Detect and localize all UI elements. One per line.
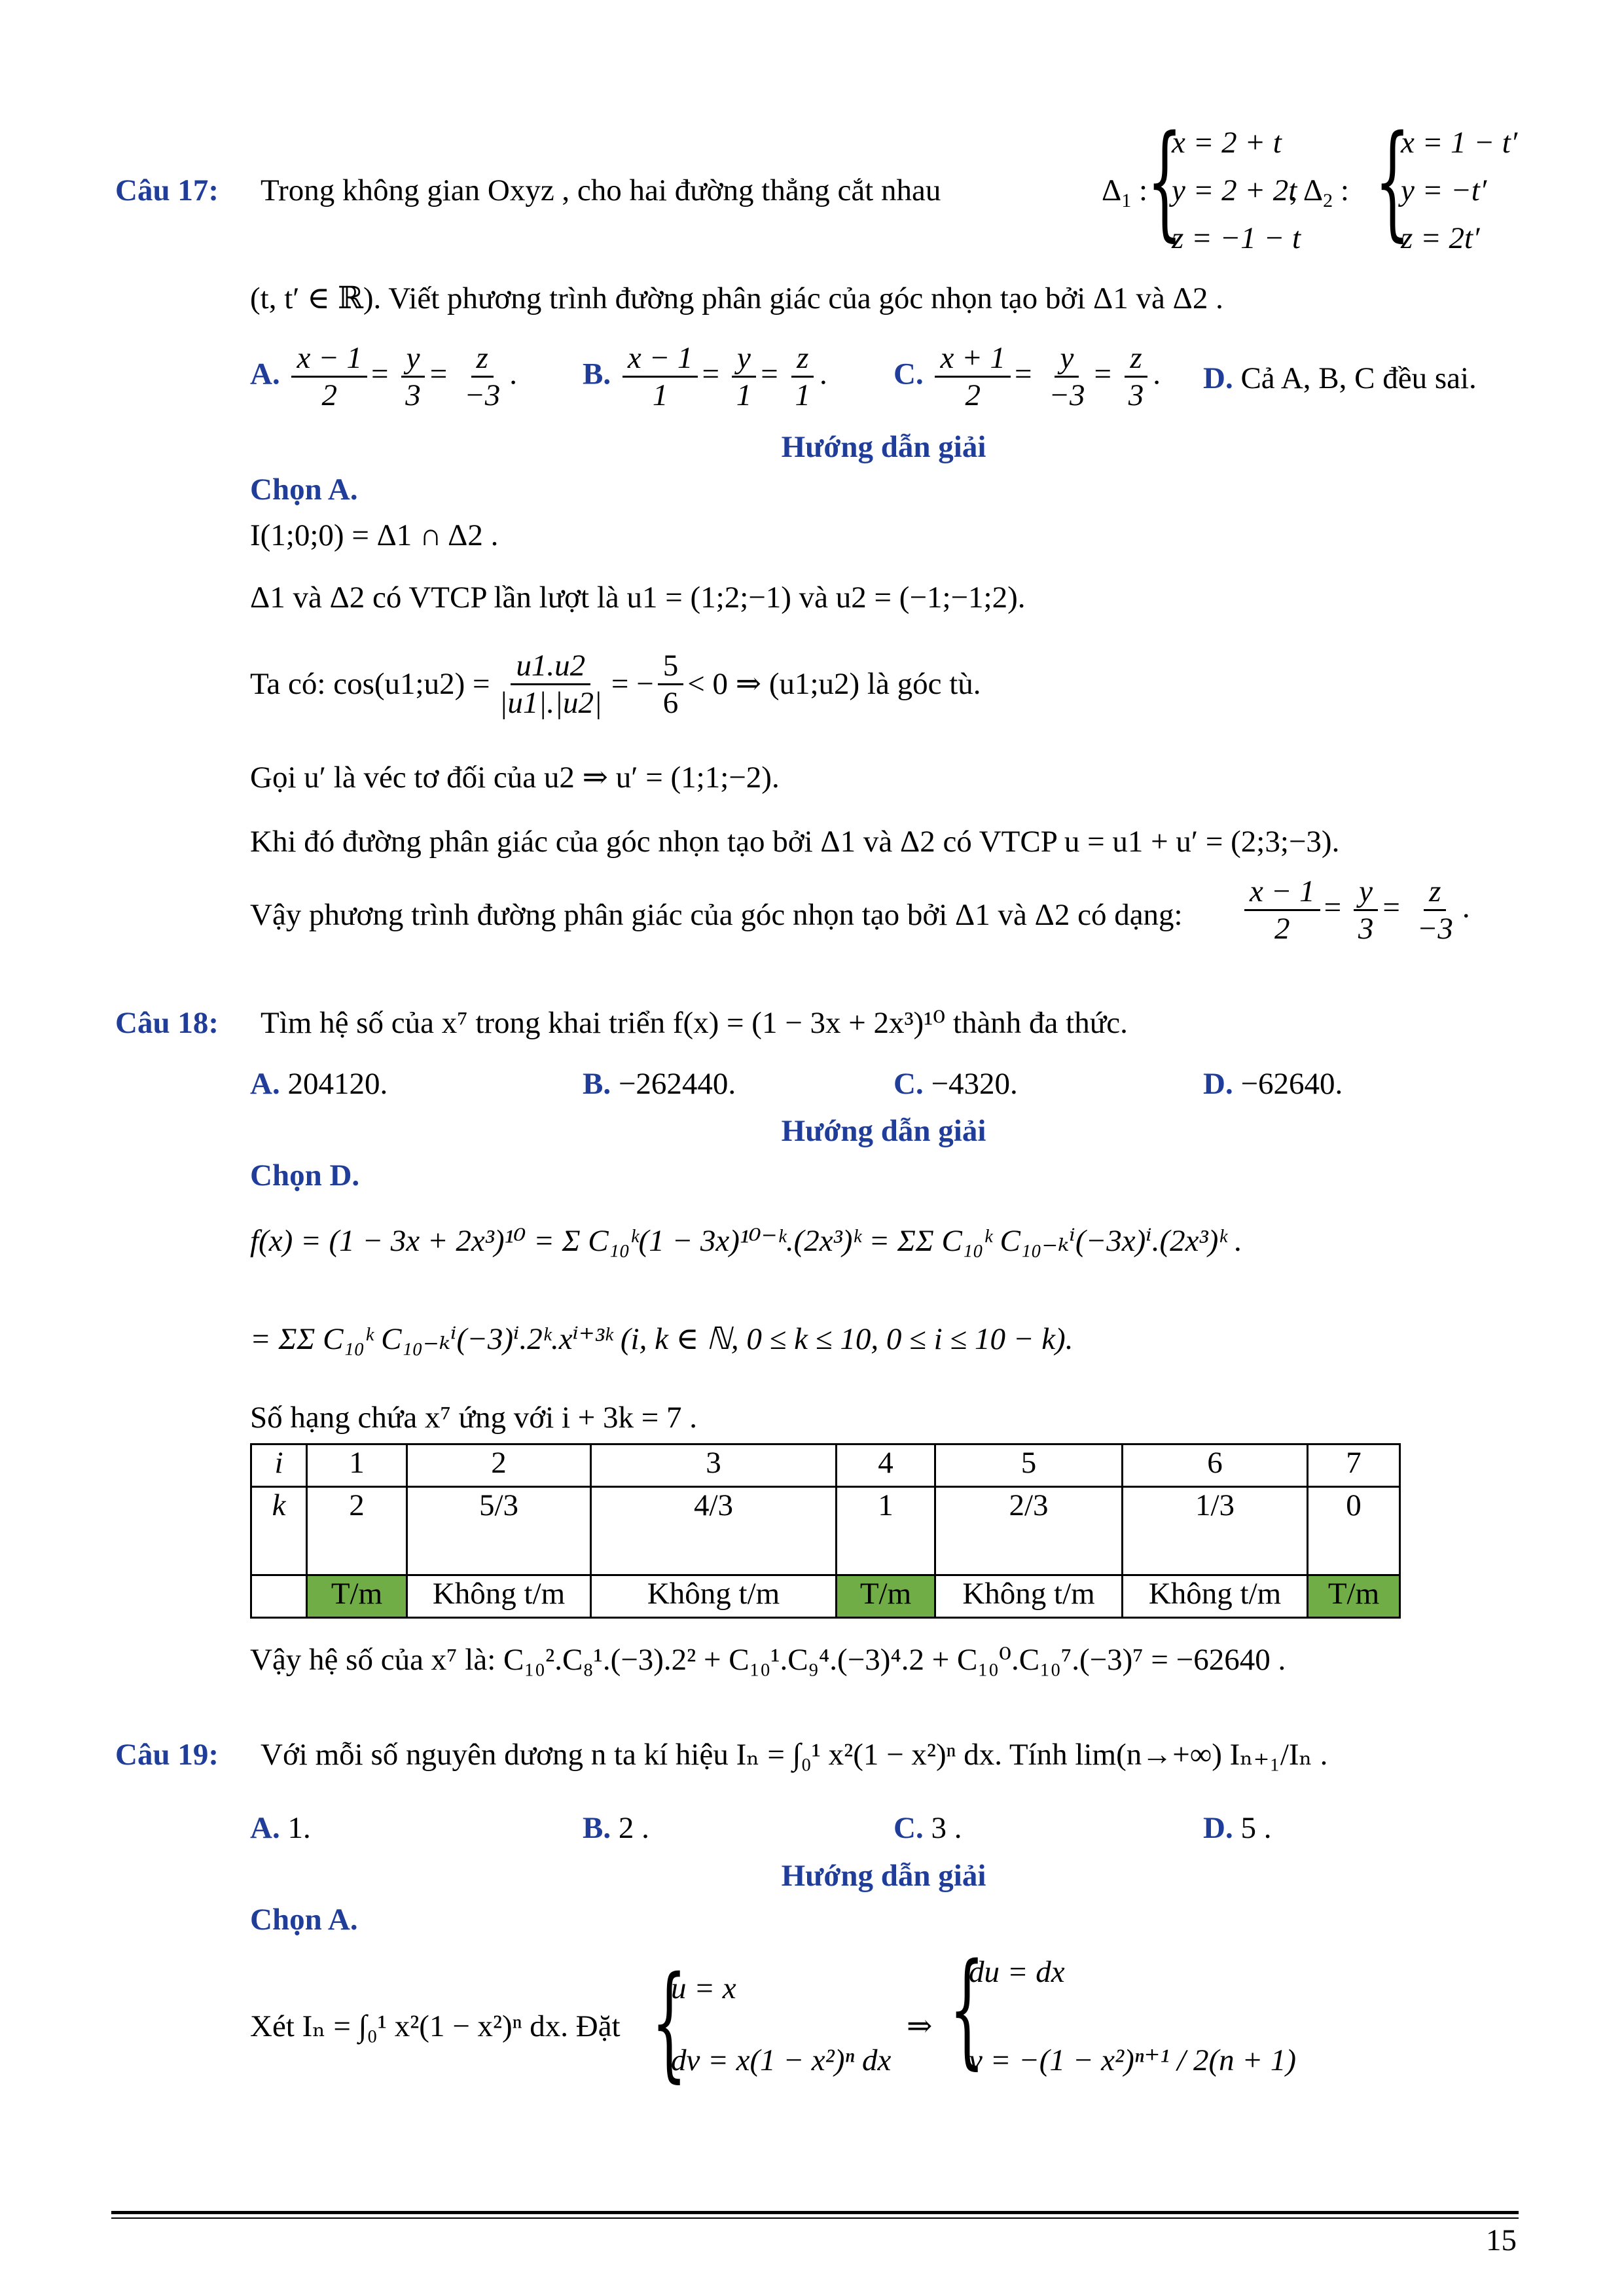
table-cell: 2/3 xyxy=(935,1487,1123,1575)
q19-brace-1: { xyxy=(651,1950,687,2094)
table-cell: 2 xyxy=(307,1487,407,1575)
q19-option-a-value: 1. xyxy=(287,1811,311,1845)
q17-option-a: A. $\frac{x - 1}{2}$ = $\frac{y}{3}$ = $\frac{z}{-3}$ . xyxy=(250,341,518,412)
table-cell: 1/3 xyxy=(1123,1487,1308,1575)
q17-d1-row: z = −1 − t xyxy=(1172,221,1301,255)
q18-conclusion: Vậy hệ số của x⁷ là: C₁₀².C₈¹.(−3).2² + C₁₀¹.C₉⁴.(−3)⁴.2 + C₁₀⁰.C₁₀⁷.(−3)⁷ = −62640 . xyxy=(250,1643,1286,1677)
table-cell: Không t/m xyxy=(935,1575,1123,1618)
table-cell: 2 xyxy=(407,1444,591,1487)
q17-option-a-label: A. xyxy=(250,357,280,391)
q17-final-equation: $\frac{x - 1}{2}$ = $\frac{y}{3}$ = $\frac{z}{-3}$ . xyxy=(1240,874,1470,952)
q18-option-b-label: B. xyxy=(583,1067,611,1101)
q17-line2: (t, t′ ∈ ℝ). Viết phương trình đường phân giác của góc nhọn tạo bởi Δ1 và Δ2 . xyxy=(250,281,1223,315)
q17-d2-row: x = 1 − t′ xyxy=(1401,126,1518,160)
frac-denominator: 6 xyxy=(662,685,679,720)
q19-implies: ⇒ xyxy=(907,2009,933,2043)
table-cell: 4/3 xyxy=(591,1487,837,1575)
q17-brace-1: { xyxy=(1147,109,1183,253)
q18-option-d xyxy=(1203,1066,1343,1102)
table-cell: 6 xyxy=(1123,1444,1308,1487)
frac-numerator: y xyxy=(401,340,425,378)
q18-option-a xyxy=(250,1066,388,1102)
frac-denominator: 1 xyxy=(795,378,810,412)
q17-option-c: C. $\frac{x + 1}{2}$ = $\frac{y}{-3}$ = $\frac{z}{3}$ . xyxy=(893,341,1161,412)
frac-numerator: x − 1 xyxy=(1244,874,1320,911)
q18-guide-heading: Hướng dẫn giải xyxy=(781,1114,986,1148)
q17-option-d xyxy=(1203,360,1477,397)
q17-sol-line1: I(1;0;0) = Δ1 ∩ Δ2 . xyxy=(250,518,499,552)
table-cell: 4 xyxy=(837,1444,935,1487)
q17-cos-lhs: Ta có: cos(u1;u2) = xyxy=(250,667,490,701)
frac-denominator: −3 xyxy=(1416,912,1453,946)
frac-numerator: y xyxy=(1055,340,1079,378)
q18-option-d-label: D. xyxy=(1203,1067,1233,1101)
q18-expansion-1: f(x) = (1 − 3x + 2x³)¹⁰ = Σ C₁₀ᵏ(1 − 3x)¹⁰⁻ᵏ.(2x³)ᵏ = ΣΣ C₁₀ᵏ C₁₀₋ₖⁱ(−3x)ⁱ.(2x³)ᵏ . xyxy=(250,1224,1242,1258)
q18-option-b-value: −262440. xyxy=(618,1067,736,1101)
frac-denominator: 3 xyxy=(1128,378,1144,412)
q19-option-b-label: B. xyxy=(583,1811,611,1845)
q17-d1-row: x = 2 + t xyxy=(1172,126,1282,160)
table-cell: 1 xyxy=(837,1487,935,1575)
q18-text: Tìm hệ số của x⁷ trong khai triển f(x) = (1 − 3x + 2x³)¹⁰ thành đa thức. xyxy=(261,1006,1128,1040)
frac-numerator: x − 1 xyxy=(291,340,367,378)
q17-comma: , $\Delta_2$ : xyxy=(1290,173,1349,211)
table-cell: Không t/m xyxy=(591,1575,837,1618)
q17-sol-line4: Gọi u′ là véc tơ đối của u2 ⇒ u′ = (1;1;−2). xyxy=(250,761,780,795)
q18-choice: Chọn D. xyxy=(250,1158,360,1193)
frac-denominator: 1 xyxy=(652,378,668,412)
q18-option-a-value: 204120. xyxy=(287,1067,388,1101)
q17-equals-minus: = − xyxy=(611,667,654,701)
q19-sys1-row: u = x xyxy=(671,1971,736,2005)
q17-text: Trong không gian Oxyz , cho hai đường thẳng cắt nhau xyxy=(261,173,941,207)
table-cell-satisfied: T/m xyxy=(307,1575,407,1618)
frac-numerator: x + 1 xyxy=(935,340,1011,378)
table-cell-satisfied: T/m xyxy=(1308,1575,1400,1618)
q18-option-b xyxy=(583,1066,736,1102)
table-cell: i xyxy=(251,1444,307,1487)
q19-label: Câu 19: xyxy=(115,1738,219,1772)
frac-denominator: |u1|.|u2| xyxy=(499,685,602,720)
q17-obtuse-text: < 0 ⇒ (u1;u2) là góc tù. xyxy=(687,667,981,701)
frac-numerator: u1.u2 xyxy=(511,648,590,685)
table-cell: 7 xyxy=(1308,1444,1400,1487)
q19-choice: Chọn A. xyxy=(250,1903,358,1937)
table-cell-satisfied: T/m xyxy=(837,1575,935,1618)
frac-numerator: z xyxy=(1424,874,1446,911)
q19-sys2-row: du = dx xyxy=(969,1955,1065,1989)
q17-choice: Chọn A. xyxy=(250,473,358,507)
q19-sys1-row: dv = x(1 − x²)ⁿ dx xyxy=(671,2043,892,2077)
q18-option-c xyxy=(893,1066,1018,1102)
footer-rule xyxy=(111,2217,1519,2219)
q19-option-a xyxy=(250,1810,311,1846)
table-row xyxy=(251,1575,1400,1618)
q17-option-c-label: C. xyxy=(893,357,924,391)
q18-label: Câu 18: xyxy=(115,1006,219,1040)
q17-d2-row: y = −t′ xyxy=(1401,173,1487,207)
table-cell: 1 xyxy=(307,1444,407,1487)
q18-option-a-label: A. xyxy=(250,1067,280,1101)
q17-sol-line3 xyxy=(250,638,981,730)
q19-option-c-label: C. xyxy=(893,1811,924,1845)
q19-option-d xyxy=(1203,1810,1271,1846)
frac-numerator: z xyxy=(1125,340,1147,378)
frac-denominator: 2 xyxy=(321,378,337,412)
frac-numerator: 5 xyxy=(658,648,684,685)
q17-option-d-label: D. xyxy=(1203,361,1233,395)
q19-option-c xyxy=(893,1810,962,1846)
q17-sol-line2: Δ1 và Δ2 có VTCP lần lượt là u1 = (1;2;−1) và u2 = (−1;−1;2). xyxy=(250,581,1026,615)
q17-option-b: B. $\frac{x - 1}{1}$ = $\frac{y}{1}$ = $\frac{z}{1}$ . xyxy=(583,341,827,412)
q18-term-line: Số hạng chứa x⁷ ứng với i + 3k = 7 . xyxy=(250,1401,698,1435)
q19-guide-heading: Hướng dẫn giải xyxy=(781,1859,986,1893)
frac-numerator: x − 1 xyxy=(623,340,698,378)
q17-guide-heading: Hướng dẫn giải xyxy=(781,430,986,464)
table-cell: 0 xyxy=(1308,1487,1400,1575)
table-cell: Không t/m xyxy=(1123,1575,1308,1618)
frac-denominator: 3 xyxy=(1358,912,1374,946)
q19-option-b-value: 2 . xyxy=(618,1811,649,1845)
q17-brace-2: { xyxy=(1375,109,1411,253)
q18-option-c-value: −4320. xyxy=(931,1067,1018,1101)
table-cell: k xyxy=(251,1487,307,1575)
q17-label: Câu 17: xyxy=(115,173,219,207)
q17-sol-line5: Khi đó đường phân giác của góc nhọn tạo bởi Δ1 và Δ2 có VTCP u = u1 + u′ = (2;3;−3). xyxy=(250,825,1340,859)
table-cell: 5/3 xyxy=(407,1487,591,1575)
q17-option-d-text: Cả A, B, C đều sai. xyxy=(1240,361,1477,395)
q19-option-b xyxy=(583,1810,649,1846)
q18-expansion-2: = ΣΣ C₁₀ᵏ C₁₀₋ₖⁱ(−3)ⁱ.2ᵏ.xⁱ⁺³ᵏ (i, k ∈ ℕ, 0 ≤ k ≤ 10, 0 ≤ i ≤ 10 − k). xyxy=(250,1322,1074,1356)
frac-denominator: 2 xyxy=(1274,912,1290,946)
frac-numerator: y xyxy=(732,340,756,378)
footer-rule xyxy=(111,2211,1519,2214)
q19-sys2-row: v = −(1 − x²)ⁿ⁺¹ / 2(n + 1) xyxy=(969,2043,1297,2077)
page-number: 15 xyxy=(1486,2223,1517,2257)
table-row xyxy=(251,1444,1400,1487)
frac-numerator: z xyxy=(791,340,814,378)
q19-text: Với mỗi số nguyên dương n ta kí hiệu Iₙ = ∫₀¹ x²(1 − x²)ⁿ dx. Tính lim(n→+∞) Iₙ₊₁/Iₙ . xyxy=(261,1738,1328,1772)
q18-option-d-value: −62640. xyxy=(1240,1067,1343,1101)
q18-option-c-label: C. xyxy=(893,1067,924,1101)
frac-numerator: z xyxy=(471,340,494,378)
q19-option-d-label: D. xyxy=(1203,1811,1233,1845)
table-cell: 5 xyxy=(935,1444,1123,1487)
frac-numerator: y xyxy=(1354,874,1378,911)
frac-denominator: 1 xyxy=(736,378,752,412)
table-cell: Không t/m xyxy=(407,1575,591,1618)
q17-option-b-label: B. xyxy=(583,357,611,391)
table-row xyxy=(251,1487,1400,1575)
frac-denominator: −3 xyxy=(464,378,501,412)
q17-sol-line6: Vậy phương trình đường phân giác của góc nhọn tạo bởi Δ1 và Δ2 có dạng: xyxy=(250,898,1183,932)
q17-d1-row: y = 2 + 2t xyxy=(1172,173,1297,207)
q19-option-a-label: A. xyxy=(250,1811,280,1845)
q17-d2-row: z = 2t′ xyxy=(1401,221,1480,255)
table-cell: 3 xyxy=(591,1444,837,1487)
q17-delta1: $\Delta_1$ : xyxy=(1102,173,1148,211)
q19-brace-2: { xyxy=(949,1937,985,2081)
table-cell xyxy=(251,1575,307,1618)
q19-option-c-value: 3 . xyxy=(931,1811,962,1845)
q18-table xyxy=(250,1443,1401,1619)
frac-denominator: 2 xyxy=(965,378,981,412)
frac-denominator: 3 xyxy=(405,378,421,412)
frac-denominator: −3 xyxy=(1049,378,1085,412)
q19-xet: Xét Iₙ = ∫₀¹ x²(1 − x²)ⁿ dx. Đặt xyxy=(250,2009,621,2043)
q19-option-d-value: 5 . xyxy=(1240,1811,1272,1845)
